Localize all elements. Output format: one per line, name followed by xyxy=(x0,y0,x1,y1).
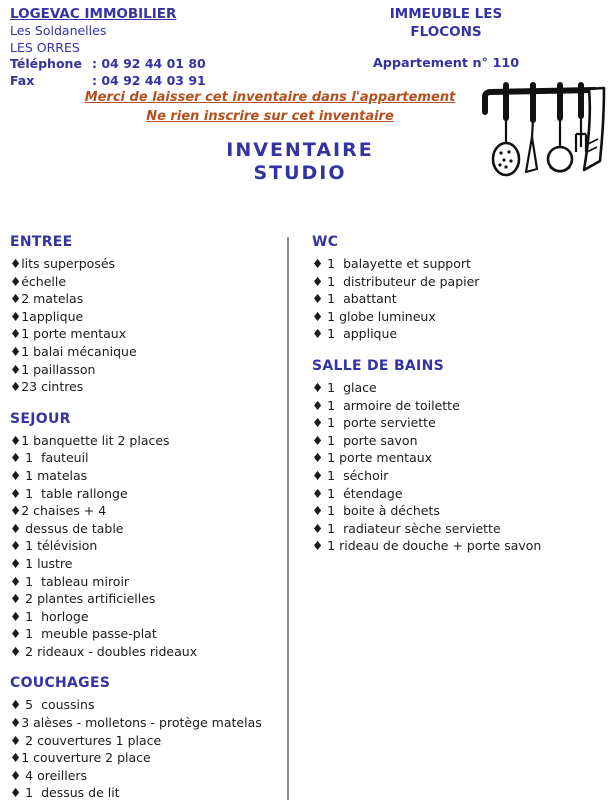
notice-block xyxy=(0,89,540,126)
inventory-item: ♦ 1 glace xyxy=(312,379,377,395)
fax-label: Fax xyxy=(10,72,35,88)
inventory-item: ♦ 1 globe lumineux xyxy=(312,308,436,324)
inventory-item: ♦échelle xyxy=(10,273,67,289)
inventory-item: ♦ 1 armoire de toilette xyxy=(312,397,460,413)
section-couchages xyxy=(10,674,282,802)
phone-row xyxy=(10,56,206,73)
inventory-item: ♦ 1 meuble passe-plat xyxy=(10,626,157,642)
title-line-1: INVENTAIRE xyxy=(226,139,374,161)
title-line-2: STUDIO xyxy=(253,162,347,184)
fax-number: : 04 92 44 03 91 xyxy=(92,72,206,88)
agency-address-line1: Les Soldanelles xyxy=(10,23,107,38)
inventory-item: ♦ 1 matelas xyxy=(10,467,88,483)
inventory-item: ♦1 paillasson xyxy=(10,361,96,377)
section-heading-wc: WC xyxy=(312,234,339,250)
inventory-item: ♦ 1 balayette et support xyxy=(312,256,471,271)
fax-row xyxy=(10,73,206,90)
inventory-item: ♦ 1 tableau miroir xyxy=(10,573,130,589)
section-entree xyxy=(10,233,282,396)
inventory-item: ♦ 1 radiateur sèche serviette xyxy=(312,520,501,536)
inventory-item: ♦ 1 boite à déchets xyxy=(312,503,440,519)
inventory-item: ♦1 balai mécanique xyxy=(10,343,137,359)
inventory-item: ♦2 chaises + 4 xyxy=(10,503,107,519)
building-header xyxy=(360,5,532,71)
phone-number: : 04 92 44 01 80 xyxy=(92,56,206,71)
inventory-item: ♦1 banquette lit 2 places xyxy=(10,432,170,448)
inventory-item: ♦ 2 rideaux - doubles rideaux xyxy=(10,643,198,659)
inventory-item: ♦ 2 plantes artificielles xyxy=(10,591,156,607)
section-wc xyxy=(312,233,606,343)
inventory-item: ♦ 1 lustre xyxy=(10,555,73,571)
inventory-item: ♦ 1 étendage xyxy=(312,485,403,501)
column-divider xyxy=(287,237,289,800)
section-heading-couchages: COUCHAGES xyxy=(10,675,111,692)
section-heading-entree: ENTREE xyxy=(10,234,73,250)
inventory-item: ♦23 cintres xyxy=(10,379,84,395)
agency-name: LOGEVAC IMMOBILIER xyxy=(10,6,177,22)
section-salle-de-bains xyxy=(312,357,606,555)
document-title xyxy=(0,139,600,185)
inventory-item: ♦ 5 coussins xyxy=(10,697,95,713)
inventory-item: ♦ 1 porte savon xyxy=(312,432,418,448)
inventory-item: ♦ 1 dessus de lit xyxy=(10,785,120,801)
inventory-item: ♦3 alèses - molletons - protège matelas xyxy=(10,715,262,731)
inventory-item: ♦ 1 distributeur de papier xyxy=(312,273,480,289)
inventory-item: ♦1 porte mentaux xyxy=(10,326,127,342)
inventory-item: ♦lits superposés xyxy=(10,256,116,271)
inventory-item: ♦ 1 horloge xyxy=(10,608,89,624)
item-list-entree xyxy=(10,255,282,396)
inventory-item: ♦ 1 porte mentaux xyxy=(312,450,433,466)
inventory-item: ♦ 1 abattant xyxy=(312,291,397,307)
inventory-item: ♦ 1 applique xyxy=(312,326,398,342)
inventory-item: ♦ 4 oreillers xyxy=(10,767,88,783)
inventory-item: ♦ 1 porte serviette xyxy=(312,415,436,431)
inventory-item: ♦ 1 rideau de douche + porte savon xyxy=(312,538,542,554)
section-sejour xyxy=(10,410,282,661)
building-name: IMMEUBLE LES FLOCONS xyxy=(389,6,503,40)
inventory-item: ♦ 2 couvertures 1 place xyxy=(10,732,162,748)
notice-line-2: Ne rien inscrire sur cet inventaire xyxy=(146,108,394,124)
phone-label: Téléphone xyxy=(10,56,82,71)
item-list-sejour xyxy=(10,432,282,661)
inventory-item: ♦1applique xyxy=(10,308,84,324)
right-column xyxy=(312,233,606,555)
item-list-couchages xyxy=(10,696,282,802)
inventory-item: ♦ 1 table rallonge xyxy=(10,485,128,501)
item-list-salle-de-bains xyxy=(312,379,606,555)
section-heading-sejour: SEJOUR xyxy=(10,410,71,427)
inventory-item: ♦2 matelas xyxy=(10,291,84,307)
inventory-item: ♦ 1 séchoir xyxy=(312,467,389,483)
inventory-item: ♦1 couverture 2 place xyxy=(10,750,151,766)
section-heading-salle-de-bains: SALLE DE BAINS xyxy=(312,357,444,374)
inventory-item: ♦ 1 fauteuil xyxy=(10,450,89,466)
item-list-wc xyxy=(312,255,606,343)
left-column xyxy=(10,233,282,802)
agency-header xyxy=(10,5,206,89)
agency-address-line2: LES ORRES xyxy=(10,39,80,55)
notice-line-1: Merci de laisser cet inventaire dans l'appartement xyxy=(84,90,456,105)
inventory-item: ♦ 1 télévision xyxy=(10,538,98,554)
inventory-item: ♦ dessus de table xyxy=(10,520,124,536)
apartment-number: Appartement n° 110 xyxy=(372,56,520,71)
